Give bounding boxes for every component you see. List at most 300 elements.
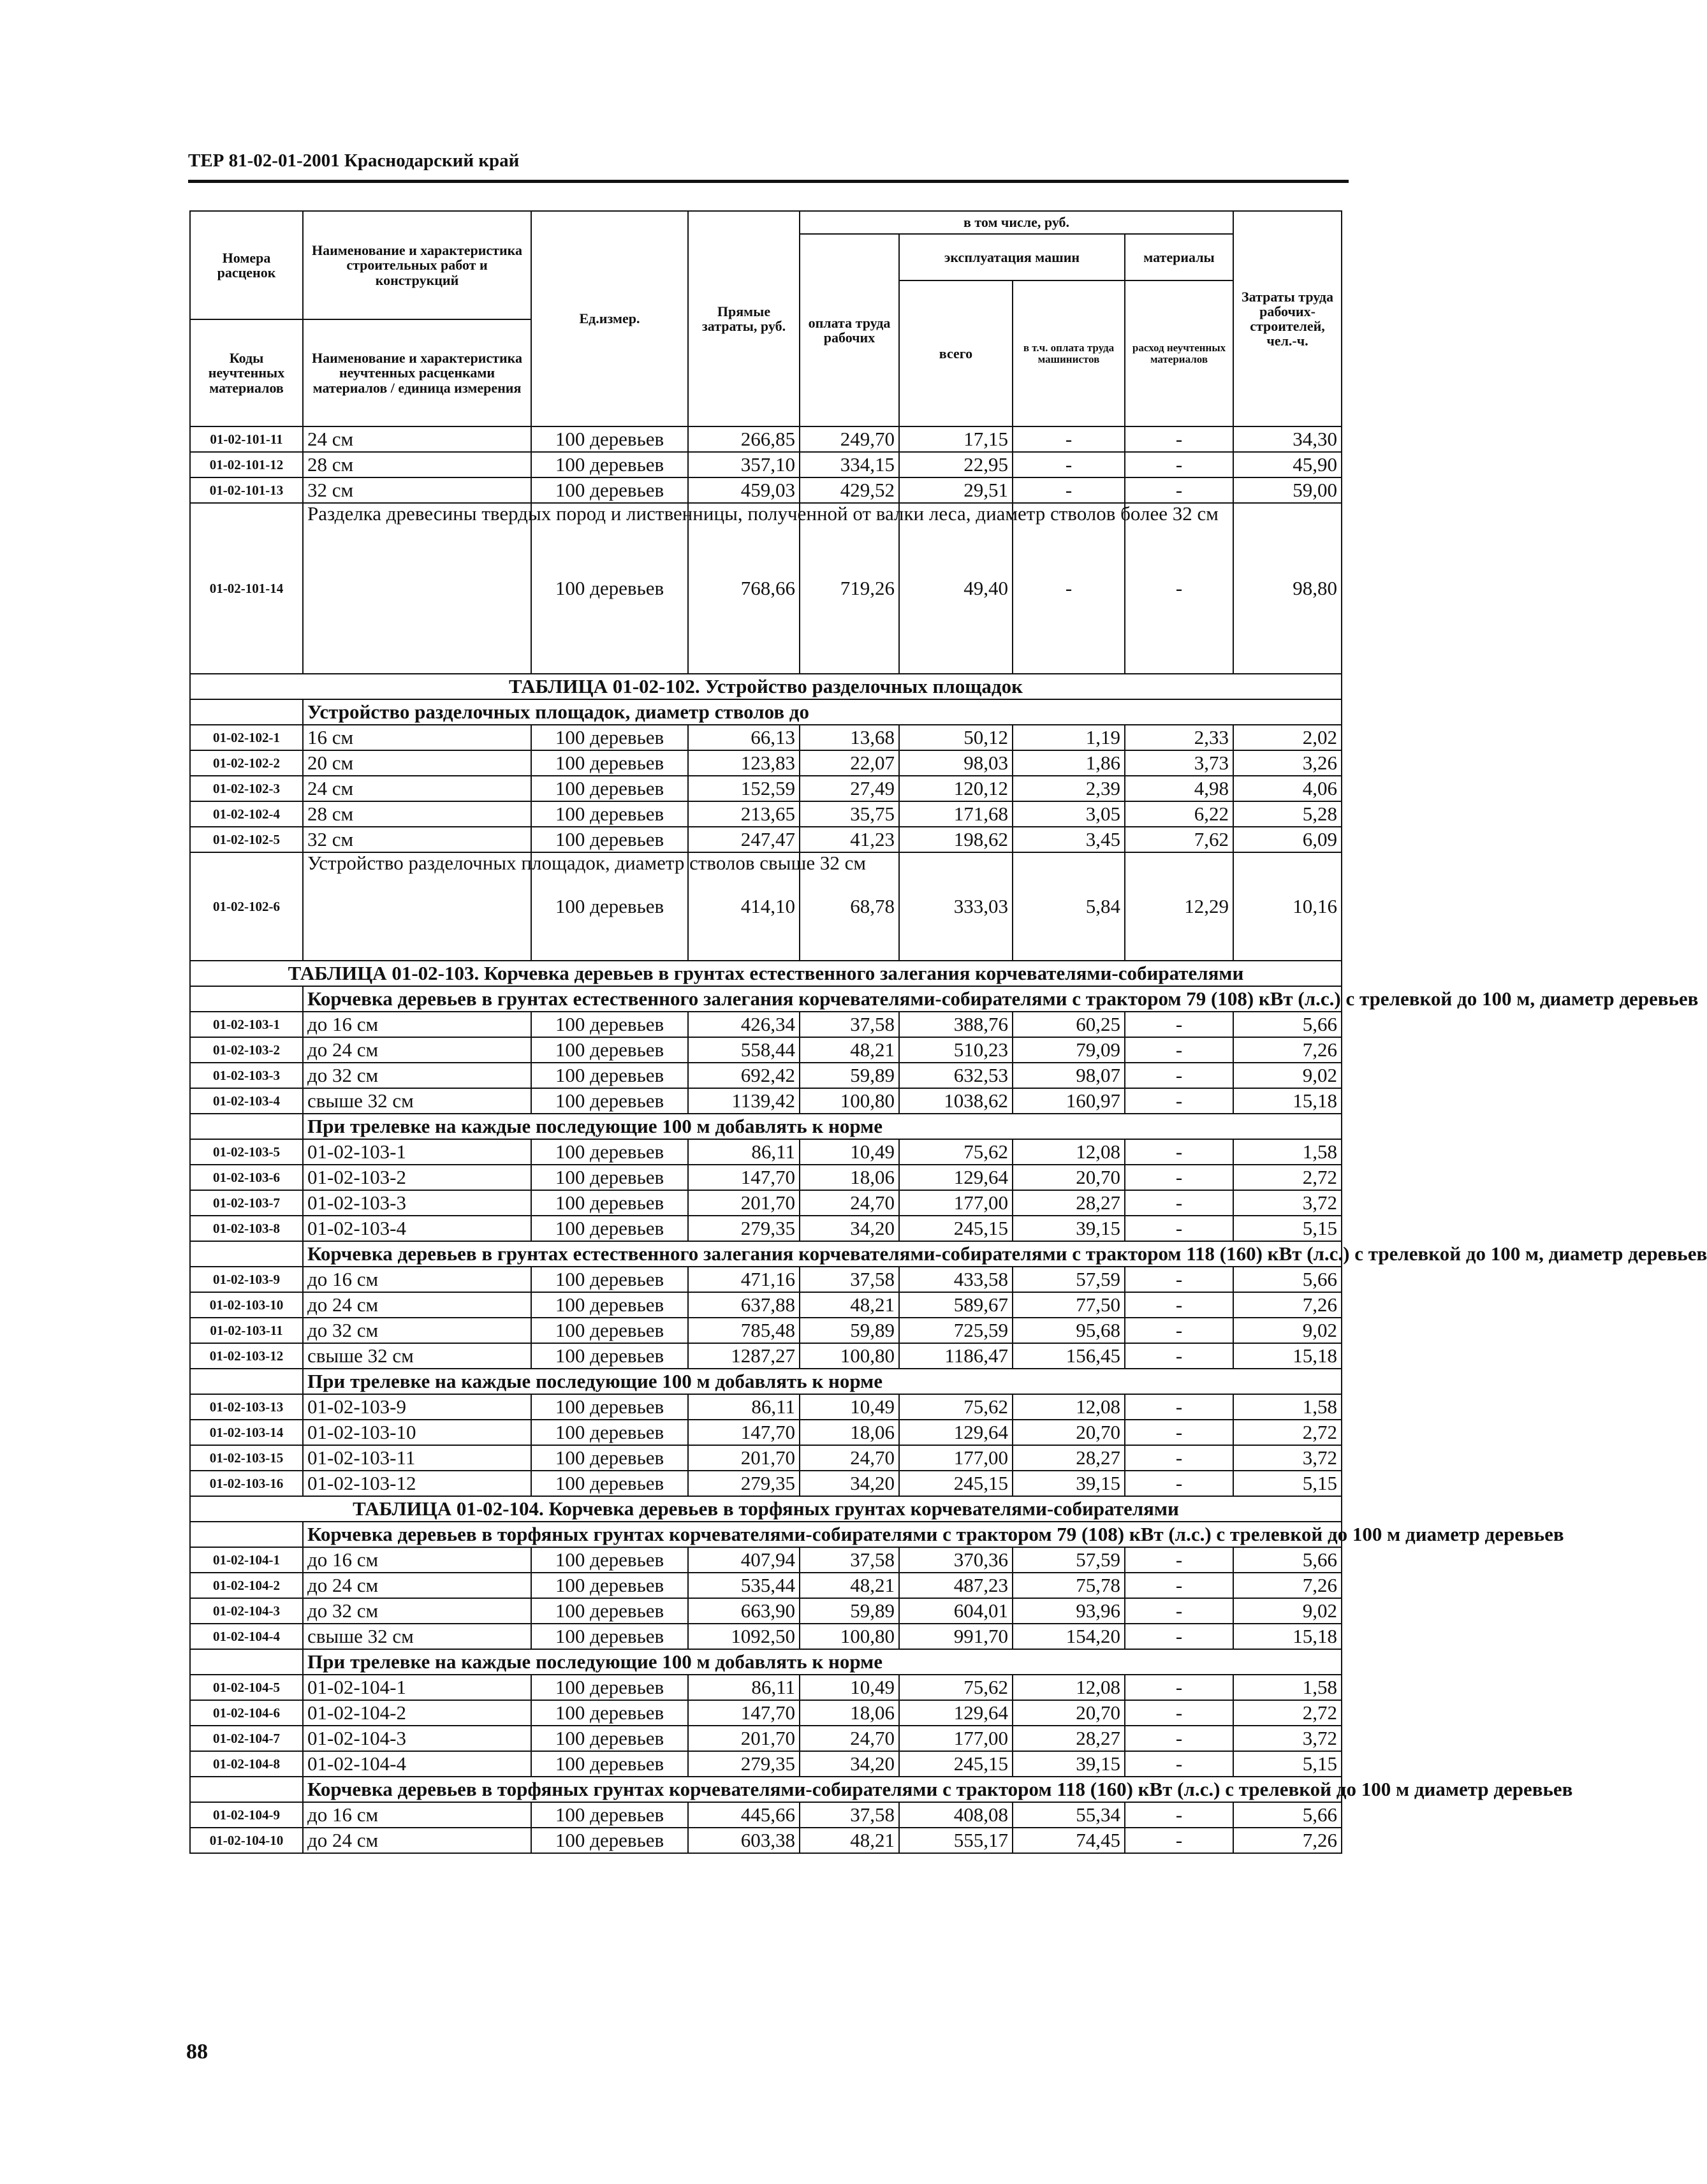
- materials-cost: -: [1125, 452, 1233, 477]
- work-name: 28 см: [303, 452, 531, 477]
- machines-total: 1186,47: [899, 1343, 1013, 1369]
- labor-pay: 34,20: [800, 1216, 899, 1241]
- work-name: 01-02-103-4: [303, 1216, 531, 1241]
- table-row: [190, 477, 1342, 503]
- machines-total: 49,40: [899, 503, 1013, 674]
- machinist-pay: 3,45: [1013, 827, 1125, 852]
- work-name: 01-02-103-9: [303, 1394, 531, 1420]
- machinist-pay: -: [1013, 477, 1125, 503]
- direct-cost: 147,70: [688, 1700, 800, 1726]
- materials-cost: -: [1125, 1318, 1233, 1343]
- unit-of-measure: 100 деревьев: [531, 1267, 688, 1292]
- rate-code: 01-02-103-15: [190, 1445, 303, 1471]
- materials-cost: -: [1125, 1216, 1233, 1241]
- table-header: [190, 211, 1342, 426]
- page-header-title: ТЕР 81-02-01-2001 Краснодарский край: [188, 150, 520, 171]
- section-heading: При трелевке на каждые последующие 100 м добавлять к норме: [303, 1649, 1342, 1675]
- col-header-machines: эксплуатация машин: [899, 234, 1125, 280]
- machinist-pay: 1,86: [1013, 750, 1125, 776]
- unit-of-measure: 100 деревьев: [531, 1445, 688, 1471]
- table-row: [190, 1292, 1342, 1318]
- machinist-pay: 154,20: [1013, 1624, 1125, 1649]
- labor-hours: 2,72: [1233, 1165, 1342, 1190]
- direct-cost: 152,59: [688, 776, 800, 801]
- section-heading: Корчевка деревьев в грунтах естественного залегания корчевателями-собирателями с трактором 118 (160) кВт (л.с.) с трелевкой до 100 м, диаметр деревьев: [303, 1241, 1342, 1267]
- direct-cost: 213,65: [688, 801, 800, 827]
- section-heading: При трелевке на каждые последующие 100 м добавлять к норме: [303, 1114, 1342, 1139]
- unit-of-measure: 100 деревьев: [531, 725, 688, 750]
- rate-code: 01-02-102-4: [190, 801, 303, 827]
- labor-pay: 48,21: [800, 1037, 899, 1063]
- labor-pay: 37,58: [800, 1547, 899, 1573]
- table-row: [190, 1726, 1342, 1751]
- unit-of-measure: 100 деревьев: [531, 1216, 688, 1241]
- labor-hours: 7,26: [1233, 1292, 1342, 1318]
- machines-total: 991,70: [899, 1624, 1013, 1649]
- labor-pay: 18,06: [800, 1165, 899, 1190]
- machines-total: 29,51: [899, 477, 1013, 503]
- materials-cost: -: [1125, 1624, 1233, 1649]
- labor-pay: 37,58: [800, 1012, 899, 1037]
- section-row: [190, 1241, 1342, 1267]
- rate-code: 01-02-104-2: [190, 1573, 303, 1598]
- unit-of-measure: 100 деревьев: [531, 1012, 688, 1037]
- labor-pay: 10,49: [800, 1394, 899, 1420]
- machines-total: 388,76: [899, 1012, 1013, 1037]
- materials-cost: -: [1125, 1700, 1233, 1726]
- work-name: до 24 см: [303, 1828, 531, 1853]
- direct-cost: 692,42: [688, 1063, 800, 1088]
- materials-cost: -: [1125, 1726, 1233, 1751]
- machines-total: 120,12: [899, 776, 1013, 801]
- materials-cost: -: [1125, 1343, 1233, 1369]
- direct-cost: 66,13: [688, 725, 800, 750]
- materials-cost: -: [1125, 1547, 1233, 1573]
- direct-cost: 785,48: [688, 1318, 800, 1343]
- labor-pay: 13,68: [800, 725, 899, 750]
- labor-hours: 3,72: [1233, 1726, 1342, 1751]
- table-row: [190, 1573, 1342, 1598]
- rate-code: 01-02-104-10: [190, 1828, 303, 1853]
- section-heading: Корчевка деревьев в торфяных грунтах корчевателями-собирателями с трактором 79 (108) кВт (л.с.) с трелевкой до 100 м диаметр деревьев: [303, 1522, 1342, 1547]
- machines-total: 17,15: [899, 426, 1013, 452]
- rate-code: 01-02-101-11: [190, 426, 303, 452]
- unit-of-measure: 100 деревьев: [531, 1343, 688, 1369]
- materials-cost: -: [1125, 1063, 1233, 1088]
- rate-code: 01-02-101-14: [190, 503, 303, 674]
- rate-code: 01-02-104-1: [190, 1547, 303, 1573]
- unit-of-measure: 100 деревьев: [531, 1802, 688, 1828]
- materials-cost: 4,98: [1125, 776, 1233, 801]
- labor-pay: 37,58: [800, 1267, 899, 1292]
- unit-of-measure: 100 деревьев: [531, 1063, 688, 1088]
- section-heading: Корчевка деревьев в торфяных грунтах корчевателями-собирателями с трактором 118 (160) кВт (л.с.) с трелевкой до 100 м диаметр деревьев: [303, 1777, 1342, 1802]
- machines-total: 75,62: [899, 1675, 1013, 1700]
- section-code-cell: [190, 1777, 303, 1802]
- labor-pay: 37,58: [800, 1802, 899, 1828]
- section-row: [190, 1777, 1342, 1802]
- table-title-row: [190, 961, 1342, 986]
- labor-hours: 2,72: [1233, 1420, 1342, 1445]
- materials-cost: -: [1125, 1573, 1233, 1598]
- table-title-row: [190, 674, 1342, 699]
- col-header-labor-cost: Затраты труда рабочих-строителей, чел.-ч.: [1233, 211, 1342, 426]
- machines-total: 177,00: [899, 1726, 1013, 1751]
- unit-of-measure: 100 деревьев: [531, 750, 688, 776]
- labor-hours: 10,16: [1233, 852, 1342, 961]
- labor-hours: 1,58: [1233, 1139, 1342, 1165]
- machines-total: 333,03: [899, 852, 1013, 961]
- table-row: [190, 1700, 1342, 1726]
- rate-code: 01-02-103-1: [190, 1012, 303, 1037]
- unit-of-measure: 100 деревьев: [531, 1547, 688, 1573]
- machinist-pay: 20,70: [1013, 1700, 1125, 1726]
- direct-cost: 279,35: [688, 1471, 800, 1496]
- unit-of-measure: 100 деревьев: [531, 1624, 688, 1649]
- work-name: 24 см: [303, 776, 531, 801]
- materials-cost: -: [1125, 1292, 1233, 1318]
- direct-cost: 414,10: [688, 852, 800, 961]
- materials-cost: 2,33: [1125, 725, 1233, 750]
- work-name: свыше 32 см: [303, 1088, 531, 1114]
- machines-total: 129,64: [899, 1700, 1013, 1726]
- labor-pay: 41,23: [800, 827, 899, 852]
- section-code-cell: [190, 699, 303, 725]
- section-row: [190, 1522, 1342, 1547]
- work-name: 01-02-103-11: [303, 1445, 531, 1471]
- materials-cost: -: [1125, 1165, 1233, 1190]
- labor-pay: 24,70: [800, 1445, 899, 1471]
- work-name: до 32 см: [303, 1318, 531, 1343]
- direct-cost: 147,70: [688, 1420, 800, 1445]
- rate-code: 01-02-104-6: [190, 1700, 303, 1726]
- machinist-pay: 156,45: [1013, 1343, 1125, 1369]
- rate-code: 01-02-103-6: [190, 1165, 303, 1190]
- direct-cost: 471,16: [688, 1267, 800, 1292]
- direct-cost: 86,11: [688, 1139, 800, 1165]
- machinist-pay: 12,08: [1013, 1675, 1125, 1700]
- rate-code: 01-02-102-6: [190, 852, 303, 961]
- work-name: 01-02-103-10: [303, 1420, 531, 1445]
- table-row: [190, 1624, 1342, 1649]
- labor-hours: 5,66: [1233, 1012, 1342, 1037]
- table-row: [190, 1190, 1342, 1216]
- table-row: [190, 1420, 1342, 1445]
- section-row: [190, 1649, 1342, 1675]
- labor-pay: 59,89: [800, 1598, 899, 1624]
- work-name: 01-02-103-2: [303, 1165, 531, 1190]
- table-row: [190, 1318, 1342, 1343]
- labor-hours: 15,18: [1233, 1624, 1342, 1649]
- direct-cost: 357,10: [688, 452, 800, 477]
- rate-code: 01-02-103-11: [190, 1318, 303, 1343]
- labor-hours: 4,06: [1233, 776, 1342, 801]
- rate-code: 01-02-104-4: [190, 1624, 303, 1649]
- section-code-cell: [190, 1649, 303, 1675]
- materials-cost: -: [1125, 1394, 1233, 1420]
- table-row: [190, 452, 1342, 477]
- work-name: до 24 см: [303, 1292, 531, 1318]
- col-header-labor: оплата труда рабочих: [800, 234, 899, 426]
- labor-hours: 5,15: [1233, 1751, 1342, 1777]
- labor-hours: 1,58: [1233, 1394, 1342, 1420]
- rate-code: 01-02-103-14: [190, 1420, 303, 1445]
- direct-cost: 266,85: [688, 426, 800, 452]
- table-row: [190, 1063, 1342, 1088]
- table-row: [190, 750, 1342, 776]
- labor-pay: 10,49: [800, 1139, 899, 1165]
- machines-total: 75,62: [899, 1394, 1013, 1420]
- table-row: [190, 1394, 1342, 1420]
- table-row: [190, 1547, 1342, 1573]
- table-row: [190, 1802, 1342, 1828]
- materials-cost: -: [1125, 1012, 1233, 1037]
- work-name: 32 см: [303, 477, 531, 503]
- machines-total: 604,01: [899, 1598, 1013, 1624]
- table-row: [190, 1598, 1342, 1624]
- table-row: [190, 852, 1342, 961]
- machines-total: 589,67: [899, 1292, 1013, 1318]
- unit-of-measure: 100 деревьев: [531, 1292, 688, 1318]
- materials-cost: -: [1125, 1139, 1233, 1165]
- labor-pay: 719,26: [800, 503, 899, 674]
- machines-total: 177,00: [899, 1445, 1013, 1471]
- machinist-pay: 39,15: [1013, 1751, 1125, 1777]
- table-row: [190, 1828, 1342, 1853]
- materials-cost: -: [1125, 1828, 1233, 1853]
- direct-cost: 1092,50: [688, 1624, 800, 1649]
- machinist-pay: 57,59: [1013, 1547, 1125, 1573]
- col-header-machines-operators: в т.ч. оплата труда машинистов: [1013, 280, 1125, 426]
- machines-total: 510,23: [899, 1037, 1013, 1063]
- direct-cost: 1287,27: [688, 1343, 800, 1369]
- machines-total: 433,58: [899, 1267, 1013, 1292]
- unit-of-measure: 100 деревьев: [531, 1394, 688, 1420]
- labor-hours: 9,02: [1233, 1318, 1342, 1343]
- machines-total: 177,00: [899, 1190, 1013, 1216]
- rate-code: 01-02-103-8: [190, 1216, 303, 1241]
- machinist-pay: 28,27: [1013, 1726, 1125, 1751]
- work-name: 01-02-103-12: [303, 1471, 531, 1496]
- labor-hours: 3,26: [1233, 750, 1342, 776]
- direct-cost: 201,70: [688, 1190, 800, 1216]
- machinist-pay: 12,08: [1013, 1139, 1125, 1165]
- table-row: [190, 827, 1342, 852]
- labor-pay: 34,20: [800, 1471, 899, 1496]
- labor-pay: 48,21: [800, 1292, 899, 1318]
- labor-pay: 48,21: [800, 1573, 899, 1598]
- rate-code: 01-02-103-10: [190, 1292, 303, 1318]
- machines-total: 245,15: [899, 1471, 1013, 1496]
- machinist-pay: 160,97: [1013, 1088, 1125, 1114]
- section-code-cell: [190, 1241, 303, 1267]
- labor-pay: 22,07: [800, 750, 899, 776]
- unit-of-measure: 100 деревьев: [531, 1190, 688, 1216]
- machinist-pay: 77,50: [1013, 1292, 1125, 1318]
- labor-hours: 3,72: [1233, 1445, 1342, 1471]
- machines-total: 245,15: [899, 1751, 1013, 1777]
- labor-pay: 18,06: [800, 1420, 899, 1445]
- table-row: [190, 1751, 1342, 1777]
- machinist-pay: -: [1013, 452, 1125, 477]
- rate-code: 01-02-104-9: [190, 1802, 303, 1828]
- materials-cost: -: [1125, 503, 1233, 674]
- labor-pay: 100,80: [800, 1088, 899, 1114]
- labor-pay: 24,70: [800, 1190, 899, 1216]
- work-name: до 16 см: [303, 1802, 531, 1828]
- labor-hours: 5,28: [1233, 801, 1342, 827]
- labor-pay: 10,49: [800, 1675, 899, 1700]
- work-name: 01-02-104-3: [303, 1726, 531, 1751]
- table-row: [190, 1267, 1342, 1292]
- unit-of-measure: 100 деревьев: [531, 801, 688, 827]
- table-row: [190, 1088, 1342, 1114]
- materials-cost: 3,73: [1125, 750, 1233, 776]
- direct-cost: 123,83: [688, 750, 800, 776]
- machinist-pay: -: [1013, 426, 1125, 452]
- machinist-pay: 3,05: [1013, 801, 1125, 827]
- labor-hours: 5,66: [1233, 1802, 1342, 1828]
- materials-cost: -: [1125, 1675, 1233, 1700]
- unit-of-measure: 100 деревьев: [531, 1139, 688, 1165]
- work-name: свыше 32 см: [303, 1343, 531, 1369]
- machines-total: 487,23: [899, 1573, 1013, 1598]
- direct-cost: 201,70: [688, 1445, 800, 1471]
- work-name: до 24 см: [303, 1573, 531, 1598]
- materials-cost: 7,62: [1125, 827, 1233, 852]
- work-name: до 32 см: [303, 1598, 531, 1624]
- table-title-row: [190, 1496, 1342, 1522]
- materials-cost: -: [1125, 1190, 1233, 1216]
- section-row: [190, 986, 1342, 1012]
- rate-code: 01-02-101-12: [190, 452, 303, 477]
- machinist-pay: 60,25: [1013, 1012, 1125, 1037]
- table-row: [190, 1675, 1342, 1700]
- machines-total: 22,95: [899, 452, 1013, 477]
- direct-cost: 426,34: [688, 1012, 800, 1037]
- rate-code: 01-02-104-7: [190, 1726, 303, 1751]
- table-title: ТАБЛИЦА 01-02-102. Устройство разделочных площадок: [190, 674, 1342, 699]
- section-code-cell: [190, 1522, 303, 1547]
- machinist-pay: 57,59: [1013, 1267, 1125, 1292]
- rate-code: 01-02-103-7: [190, 1190, 303, 1216]
- work-name: 28 см: [303, 801, 531, 827]
- direct-cost: 86,11: [688, 1675, 800, 1700]
- machines-total: 632,53: [899, 1063, 1013, 1088]
- materials-cost: 12,29: [1125, 852, 1233, 961]
- labor-hours: 15,18: [1233, 1343, 1342, 1369]
- unit-of-measure: 100 деревьев: [531, 1471, 688, 1496]
- machines-total: 408,08: [899, 1802, 1013, 1828]
- labor-hours: 5,66: [1233, 1547, 1342, 1573]
- work-name: 16 см: [303, 725, 531, 750]
- unit-of-measure: 100 деревьев: [531, 852, 688, 961]
- direct-cost: 201,70: [688, 1726, 800, 1751]
- col-header-name-bottom: Наименование и характеристика неучтенных расценками материалов / единица измерения: [303, 319, 531, 426]
- labor-hours: 6,09: [1233, 827, 1342, 852]
- unit-of-measure: 100 деревьев: [531, 1318, 688, 1343]
- rate-code: 01-02-103-3: [190, 1063, 303, 1088]
- labor-pay: 59,89: [800, 1318, 899, 1343]
- direct-cost: 86,11: [688, 1394, 800, 1420]
- labor-hours: 34,30: [1233, 426, 1342, 452]
- machines-total: 725,59: [899, 1318, 1013, 1343]
- work-name: Устройство разделочных площадок, диаметр стволов свыше 32 см: [303, 852, 531, 961]
- table-row: [190, 1445, 1342, 1471]
- table-title: ТАБЛИЦА 01-02-103. Корчевка деревьев в грунтах естественного залегания корчевателями-собирателями: [190, 961, 1342, 986]
- unit-of-measure: 100 деревьев: [531, 1751, 688, 1777]
- unit-of-measure: 100 деревьев: [531, 1828, 688, 1853]
- machines-total: 370,36: [899, 1547, 1013, 1573]
- machinist-pay: 1,19: [1013, 725, 1125, 750]
- machinist-pay: 98,07: [1013, 1063, 1125, 1088]
- work-name: 24 см: [303, 426, 531, 452]
- machinist-pay: 12,08: [1013, 1394, 1125, 1420]
- machinist-pay: 5,84: [1013, 852, 1125, 961]
- rate-code: 01-02-103-12: [190, 1343, 303, 1369]
- materials-cost: -: [1125, 1802, 1233, 1828]
- table-row: [190, 1165, 1342, 1190]
- unit-of-measure: 100 деревьев: [531, 776, 688, 801]
- section-heading: Устройство разделочных площадок, диаметр стволов до: [303, 699, 1342, 725]
- table-row: [190, 776, 1342, 801]
- col-header-direct: Прямые затраты, руб.: [688, 211, 800, 426]
- machinist-pay: 75,78: [1013, 1573, 1125, 1598]
- work-name: свыше 32 см: [303, 1624, 531, 1649]
- table-row: [190, 1012, 1342, 1037]
- table-row: [190, 1471, 1342, 1496]
- labor-hours: 5,15: [1233, 1471, 1342, 1496]
- col-header-code-top: Номера расценок: [190, 211, 303, 319]
- work-name: 01-02-104-1: [303, 1675, 531, 1700]
- labor-pay: 429,52: [800, 477, 899, 503]
- direct-cost: 663,90: [688, 1598, 800, 1624]
- table-row: [190, 503, 1342, 674]
- section-code-cell: [190, 1369, 303, 1394]
- machinist-pay: 93,96: [1013, 1598, 1125, 1624]
- materials-cost: 6,22: [1125, 801, 1233, 827]
- materials-cost: -: [1125, 1751, 1233, 1777]
- header-rule: [188, 180, 1349, 183]
- rates-table: [189, 210, 1707, 1854]
- machines-total: 555,17: [899, 1828, 1013, 1853]
- labor-hours: 5,15: [1233, 1216, 1342, 1241]
- unit-of-measure: 100 деревьев: [531, 1726, 688, 1751]
- direct-cost: 147,70: [688, 1165, 800, 1190]
- labor-pay: 334,15: [800, 452, 899, 477]
- rate-code: 01-02-102-1: [190, 725, 303, 750]
- rate-code: 01-02-103-16: [190, 1471, 303, 1496]
- direct-cost: 279,35: [688, 1216, 800, 1241]
- machines-total: 198,62: [899, 827, 1013, 852]
- work-name: до 16 см: [303, 1267, 531, 1292]
- machinist-pay: 39,15: [1013, 1216, 1125, 1241]
- table-row: [190, 725, 1342, 750]
- labor-hours: 98,80: [1233, 503, 1342, 674]
- labor-hours: 45,90: [1233, 452, 1342, 477]
- direct-cost: 445,66: [688, 1802, 800, 1828]
- labor-pay: 18,06: [800, 1700, 899, 1726]
- machines-total: 50,12: [899, 725, 1013, 750]
- rate-code: 01-02-104-5: [190, 1675, 303, 1700]
- labor-hours: 5,66: [1233, 1267, 1342, 1292]
- materials-cost: -: [1125, 1471, 1233, 1496]
- machines-total: 129,64: [899, 1165, 1013, 1190]
- labor-hours: 59,00: [1233, 477, 1342, 503]
- work-name: до 24 см: [303, 1037, 531, 1063]
- labor-pay: 68,78: [800, 852, 899, 961]
- col-header-unit: Ед.измер.: [531, 211, 688, 426]
